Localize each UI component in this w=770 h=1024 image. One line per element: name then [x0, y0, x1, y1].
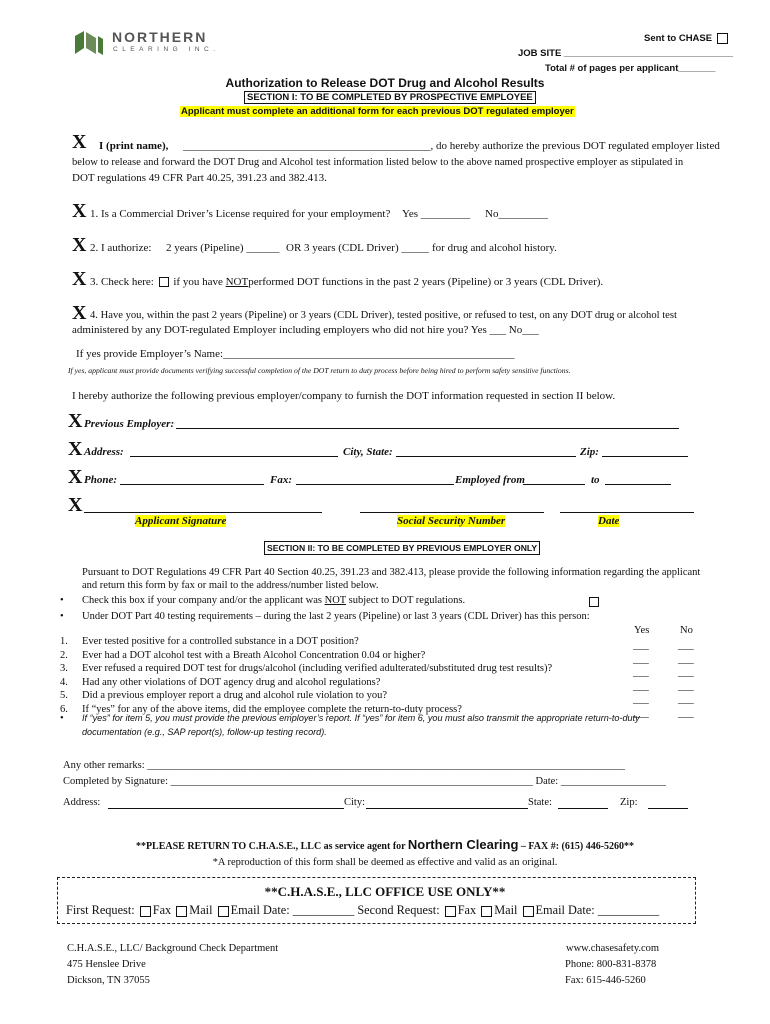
second-fax-checkbox[interactable] [445, 906, 456, 917]
yes-column-header: Yes [634, 625, 650, 636]
q2-suffix: for drug and alcohol history. [432, 242, 557, 254]
remarks-field[interactable]: Any other remarks: ___________________________________________________________________________________________ [63, 760, 626, 771]
northern-clearing-logo-icon [72, 28, 106, 58]
prev-employer-field[interactable] [176, 418, 679, 429]
office-use-title: **C.H.A.S.E., LLC OFFICE USE ONLY** [264, 884, 506, 899]
history-item: Had any other violations of DOT agency drug and alcohol regulations? [82, 676, 381, 688]
history-item-number: 1. [60, 636, 68, 647]
q2-cdl-field[interactable]: OR 3 years (CDL Driver) _____ [286, 242, 429, 254]
return-instructions: **PLEASE RETURN TO C.H.A.S.E., LLC as service agent for Northern Clearing – FAX #: (615) 446-5260** [135, 837, 635, 852]
history-item-yes-field[interactable]: ___ [633, 680, 649, 692]
q1-yes-field[interactable]: Yes _________ [402, 208, 471, 220]
not-subject-checkbox[interactable] [589, 597, 599, 607]
second-email-checkbox[interactable] [523, 906, 534, 917]
print-name-field[interactable]: _____________________________________________, do hereby authorize the previous DOT regulated employer listed [183, 140, 720, 152]
city-state-label: City, State: [343, 446, 393, 458]
history-item-no-field[interactable]: ___ [678, 667, 694, 678]
employer-state-label: State: [528, 797, 552, 808]
section1-heading: SECTION I: TO BE COMPLETED BY PROSPECTIVE EMPLOYEE [244, 91, 536, 104]
section2-intro-line2: and return this form by fax or mail to the address/number listed below. [82, 580, 379, 591]
logo-name: NORTHERN [112, 29, 208, 45]
footer-phone: Phone: 800-831-8378 [565, 959, 657, 970]
no-column-header: No [680, 625, 693, 636]
authorize-text-line3: DOT regulations 49 CFR Part 40.25, 391.23 and 382.413. [72, 172, 327, 184]
footer-fax: Fax: 615-446-5260 [565, 975, 646, 986]
fax-label: Fax: [270, 474, 292, 486]
date-field[interactable] [560, 502, 694, 513]
not-subject-line: Check this box if your company and/or the applicant was NOT subject to DOT regulations. [82, 595, 466, 606]
logo [72, 27, 232, 59]
history-item-yes-field[interactable]: ___ [633, 694, 649, 705]
q1-no-field[interactable]: No_________ [485, 208, 548, 220]
x-mark: X [72, 131, 87, 153]
q4-line1: 4. Have you, within the past 2 years (Pipeline) or 3 years (CDL Driver), tested positive, or refused to test, on any DOT drug or alcohol test [90, 310, 677, 321]
history-item: Did a previous employer report a drug and alcohol rule violation to you? [82, 690, 387, 701]
x-mark: X [68, 494, 83, 516]
testing-requirements-text: Under DOT Part 40 testing requirements – during the last 2 years (Pipeline) or last 3 years (CDL Driver) has this person: [82, 611, 590, 622]
section2-note-line1: If “yes” for item 5, you must provide the previous employer’s report. If “yes” for item 6, you must also transmit the appropriate return-to-duty [82, 713, 640, 723]
second-mail-checkbox[interactable] [481, 906, 492, 917]
history-item: Ever tested positive for a controlled substance in a DOT position? [82, 636, 359, 647]
job-site: JOB SITE ________________________________ [518, 48, 733, 59]
employer-address-field[interactable] [108, 797, 344, 809]
employer-address-label: Address: [63, 797, 101, 808]
total-pages: Total # of pages per applicant_______ [545, 63, 716, 74]
q3-line: 3. Check here: if you have NOTperformed DOT functions in the past 2 years (Pipeline) or 3 years (CDL Driver). [90, 276, 604, 288]
x-mark: X [68, 438, 83, 460]
q4-line2[interactable]: administered by any DOT-regulated Employer including employers who did not hire you? Yes ___ No___ [72, 324, 539, 336]
completed-by-field[interactable]: Completed by Signature: _____________________________________________________________________ Date: ____________________ [63, 776, 666, 787]
x-mark: X [68, 466, 83, 488]
authorize-text-line2: below to release and forward the DOT Drug and Alcohol test information listed below to the above named prospective employer as stipulated in [72, 157, 684, 168]
x-mark: X [72, 268, 87, 290]
section1-subheading: Applicant must complete an additional form for each previous DOT regulated employer [181, 106, 574, 117]
ssn-field[interactable] [360, 502, 544, 513]
section2-intro-line1: Pursuant to DOT Regulations 49 CFR Part 40 Section 40.25, 391.23 and 382.413, please provide the following information regarding the applicant [82, 567, 701, 578]
address-field[interactable] [130, 446, 338, 457]
q2-pipeline-field[interactable]: 2 years (Pipeline) ______ [166, 242, 280, 254]
history-item: Ever had a DOT alcohol test with a Breath Alcohol Concentration 0.04 or higher? [82, 649, 426, 661]
employer-state-field[interactable] [558, 797, 608, 809]
history-item-yes-field[interactable]: ___ [633, 640, 649, 651]
employer-city-field[interactable] [366, 797, 528, 809]
first-mail-checkbox[interactable] [176, 906, 187, 917]
bullet-dot: • [60, 713, 64, 724]
employer-zip-field[interactable] [648, 797, 688, 809]
address-label: Address: [84, 446, 124, 458]
employed-from-field[interactable] [523, 474, 585, 485]
zip-field[interactable] [602, 446, 688, 457]
q2-label: 2. I authorize: [90, 242, 152, 254]
ssn-label: Social Security Number [397, 515, 506, 527]
furnish-text: I hereby authorize the following previous employer/company to furnish the DOT information requested in section II below. [72, 390, 616, 402]
city-state-field[interactable] [396, 446, 576, 457]
proof-note: If yes, applicant must provide documents verifying successful completion of the DOT return to duty process before being hired to perform safety sensitive functions. [68, 366, 571, 375]
employer-zip-label: Zip: [620, 797, 638, 808]
x-mark: X [72, 302, 87, 324]
page-title: Authorization to Release DOT Drug and Alcohol Results [225, 76, 545, 90]
employed-to-label: to [591, 474, 600, 486]
applicant-signature-field[interactable] [84, 502, 322, 513]
x-mark: X [72, 234, 87, 256]
first-email-checkbox[interactable] [218, 906, 229, 917]
footer-department: C.H.A.S.E., LLC/ Background Check Department [67, 943, 279, 954]
phone-field[interactable] [120, 474, 264, 485]
request-line: First Request: Fax Mail Email Date: __________ Second Request: Fax Mail Email Date: __________ [66, 903, 660, 917]
history-item-number: 5. [60, 690, 68, 701]
sent-to-chase-checkbox[interactable] [717, 33, 728, 44]
brand-name: Northern Clearing [407, 837, 519, 852]
fax-field[interactable] [296, 474, 454, 485]
print-name-label: I (print name), [99, 140, 169, 152]
section2-heading: SECTION II: TO BE COMPLETED BY PREVIOUS EMPLOYER ONLY [264, 541, 540, 555]
employer-city-label: City: [344, 797, 366, 808]
history-item-no-field[interactable]: ___ [678, 653, 694, 665]
x-mark: X [72, 200, 87, 222]
logo-subtitle: CLEARING INC. [113, 46, 220, 53]
sent-to-chase: Sent to CHASE [644, 33, 730, 44]
q3-checkbox[interactable] [159, 277, 169, 287]
history-item: If “yes” for any of the above items, did the employee complete the return-to-duty process? [82, 703, 462, 715]
history-item-yes-field[interactable]: ___ [633, 707, 649, 719]
history-item-number: 2. [60, 649, 68, 661]
employer-name-field[interactable]: If yes provide Employer’s Name:_____________________________________________________ [76, 348, 515, 360]
prev-employer-label: Previous Employer: [84, 418, 175, 430]
history-item-number: 4. [60, 676, 68, 688]
first-fax-checkbox[interactable] [140, 906, 151, 917]
history-item-yes-field[interactable]: ___ [633, 653, 649, 665]
history-item-number: 6. [60, 703, 68, 715]
phone-label: Phone: [84, 474, 117, 486]
history-item-yes-field[interactable]: ___ [633, 667, 649, 678]
section2-note-line2: documentation (e.g., SAP report(s), follow-up testing record). [82, 727, 327, 737]
history-item-no-field[interactable]: ___ [678, 707, 694, 719]
bullet-dot: • [60, 595, 64, 606]
history-item-no-field[interactable]: ___ [678, 640, 694, 651]
history-item-no-field[interactable]: ___ [678, 680, 694, 692]
footer-website[interactable]: www.chasesafety.com [566, 943, 660, 954]
x-mark: X [68, 410, 83, 432]
history-item: Ever refused a required DOT test for drugs/alcohol (including verified adulterated/substituted drug test results)? [82, 663, 553, 674]
zip-label: Zip: [580, 446, 599, 458]
q1-text: 1. Is a Commercial Driver’s License required for your employment? [90, 208, 391, 220]
bullet-dot: • [60, 611, 64, 622]
history-item-no-field[interactable]: ___ [678, 694, 694, 705]
employed-from-label: Employed from [455, 474, 525, 486]
applicant-signature-label: Applicant Signature [135, 515, 227, 527]
history-item-number: 3. [60, 663, 68, 674]
date-label: Date [598, 515, 620, 527]
employed-to-field[interactable] [605, 474, 671, 485]
footer-street: 475 Henslee Drive [67, 959, 146, 970]
reproduction-note: *A reproduction of this form shall be deemed as effective and valid as an original. [212, 857, 558, 868]
footer-city: Dickson, TN 37055 [67, 975, 150, 986]
